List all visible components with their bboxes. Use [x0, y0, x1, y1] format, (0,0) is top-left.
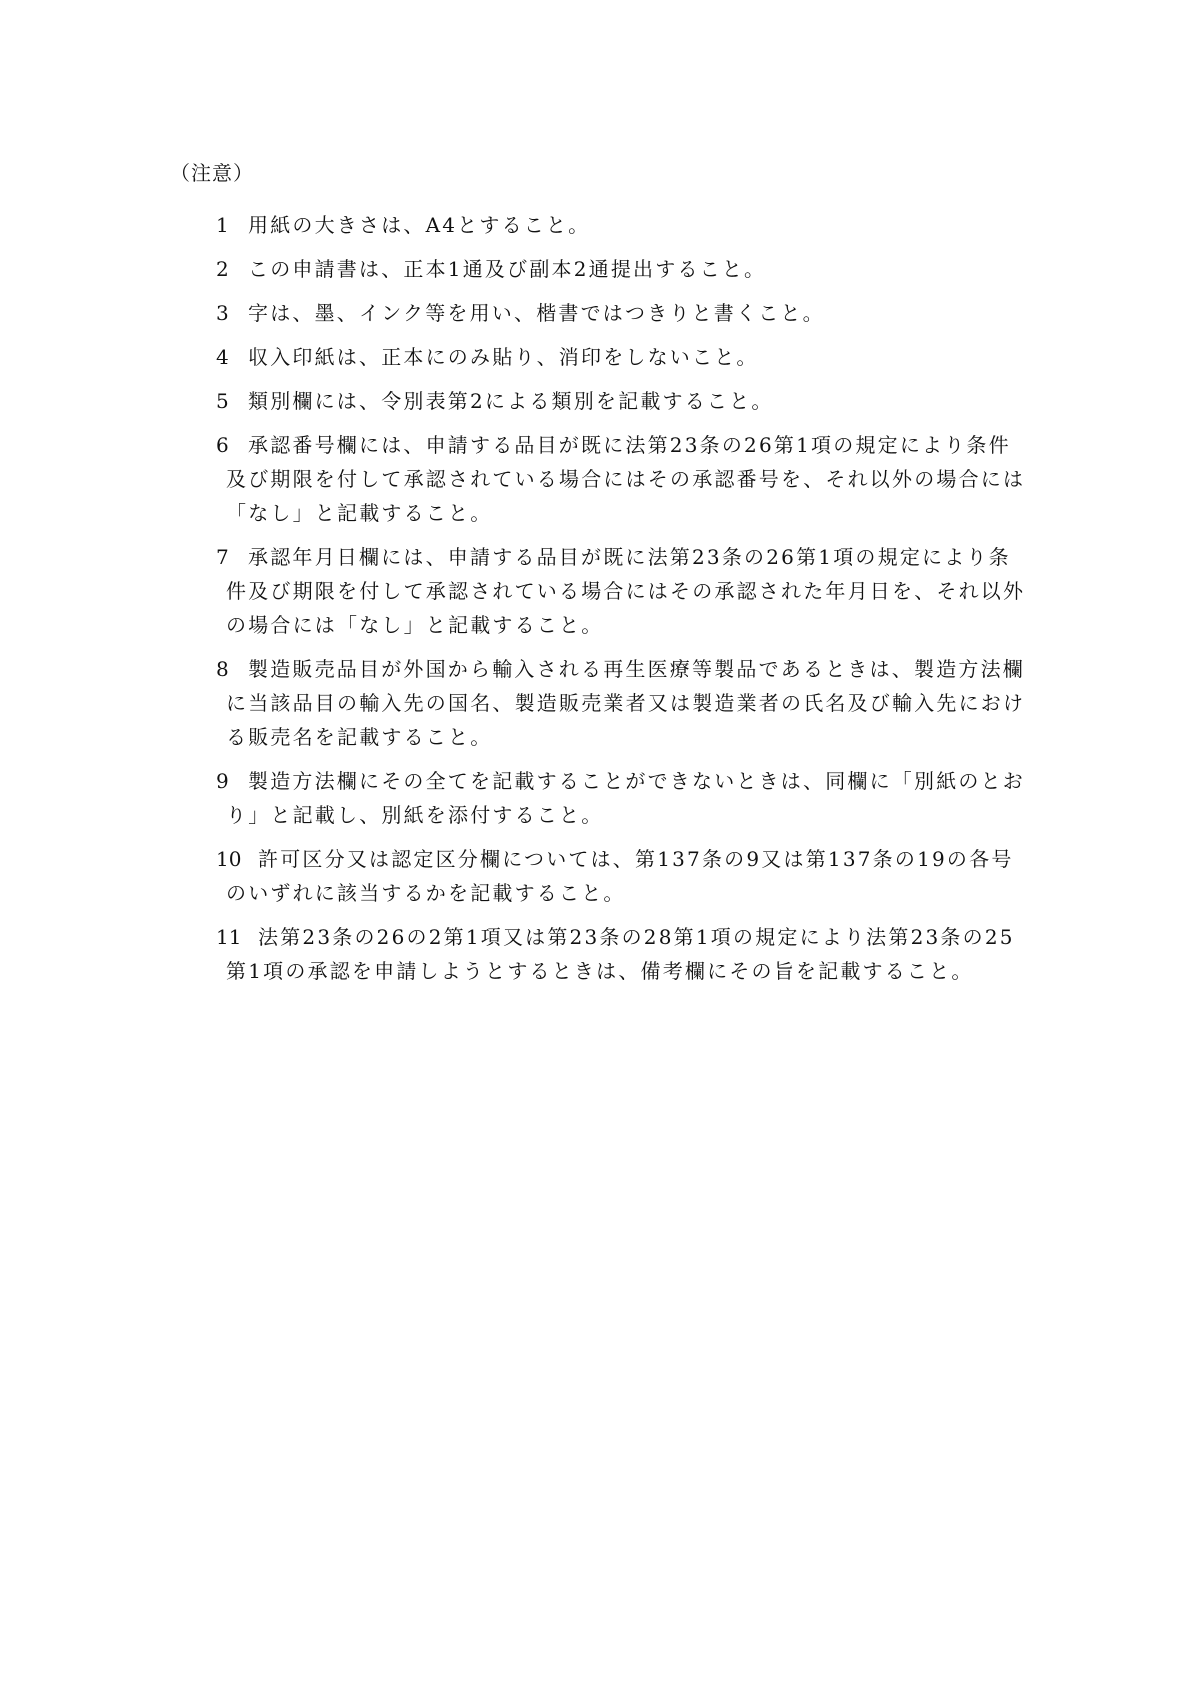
note-number: 10: [216, 847, 242, 871]
note-text: 類別欄には、令別表第2による類別を記載すること。: [248, 389, 774, 413]
note-number: 8: [216, 657, 229, 681]
note-text: 承認年月日欄には、申請する品目が既に法第23条の26第1項の規定により条件及び期限を付して承認されている場合にはその承認された年月日を、それ以外の場合には「なし」と記載すること。: [226, 545, 1026, 637]
note-number: 2: [216, 257, 229, 281]
note-item-7: [216, 540, 1026, 642]
note-text: 字は、墨、インク等を用い、楷書ではつきりと書くこと。: [248, 301, 825, 325]
note-number: 5: [216, 389, 229, 413]
note-number: 6: [216, 433, 229, 457]
note-item-10: [216, 842, 1026, 910]
note-item-6: [216, 428, 1026, 530]
note-text: 承認番号欄には、申請する品目が既に法第23条の26第1項の規定により条件及び期限を付して承認されている場合にはその承認番号を、それ以外の場合には「なし」と記載すること。: [226, 433, 1026, 525]
note-number: 3: [216, 301, 229, 325]
note-number: 7: [216, 545, 229, 569]
note-text: 許可区分又は認定区分欄については、第137条の9又は第137条の19の各号のいずれに該当するかを記載すること。: [226, 847, 1014, 905]
note-text: 法第23条の26の2第1項又は第23条の28第1項の規定により法第23条の25第1項の承認を申請しようとするときは、備考欄にその旨を記載すること。: [226, 925, 1015, 983]
note-text: 製造販売品目が外国から輸入される再生医療等製品であるときは、製造方法欄に当該品目の輸入先の国名、製造販売業者又は製造業者の氏名及び輸入先における販売名を記載すること。: [226, 657, 1026, 749]
notes-heading: （注意）: [170, 161, 254, 185]
note-number: 9: [216, 769, 229, 793]
note-item-2: [216, 252, 1026, 286]
note-number: 11: [216, 925, 242, 949]
note-text: この申請書は、正本1通及び副本2通提出すること。: [248, 257, 767, 281]
note-item-1: [216, 208, 1026, 242]
note-item-11: [216, 920, 1026, 988]
note-item-5: [216, 384, 1026, 418]
note-item-3: [216, 296, 1026, 330]
notes-list: [216, 208, 1026, 998]
note-number: 1: [216, 213, 229, 237]
note-item-4: [216, 340, 1026, 374]
note-text: 用紙の大きさは、A4とすること。: [248, 213, 591, 237]
note-item-8: [216, 652, 1026, 754]
note-text: 収入印紙は、正本にのみ貼り、消印をしないこと。: [248, 345, 759, 369]
note-text: 製造方法欄にその全てを記載することができないときは、同欄に「別紙のとおり」と記載し、別紙を添付すること。: [226, 769, 1025, 827]
note-item-9: [216, 764, 1026, 832]
note-number: 4: [216, 345, 229, 369]
